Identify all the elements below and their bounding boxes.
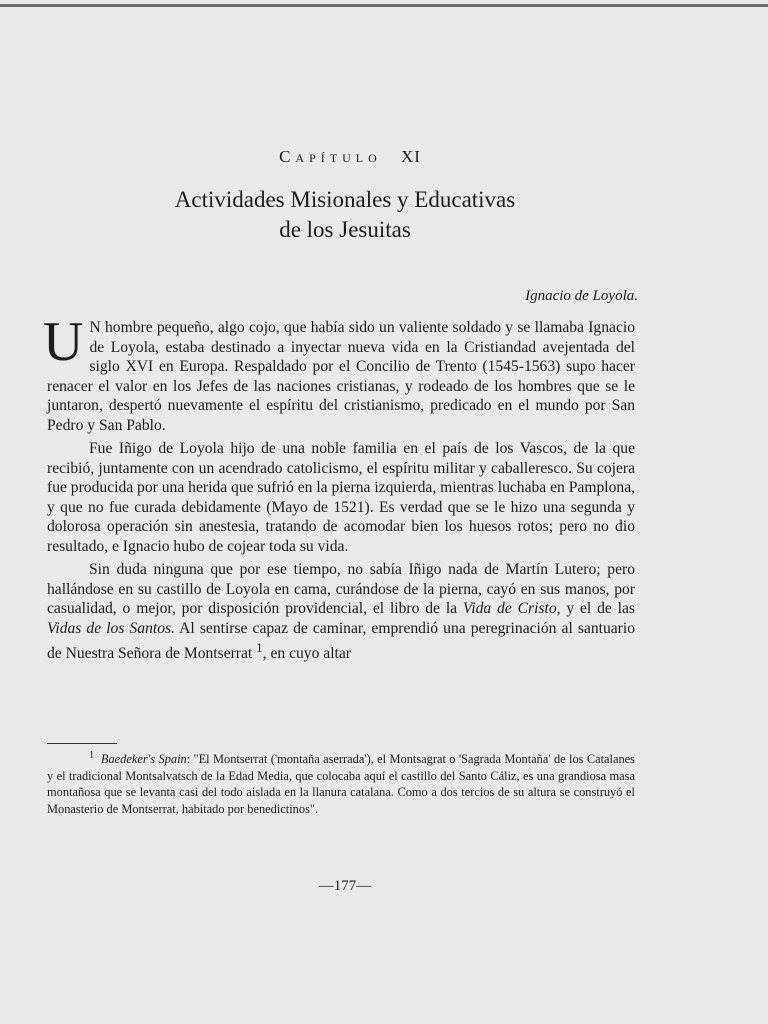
chapter-number: XI	[400, 147, 421, 166]
scan-edge-rule	[0, 4, 768, 7]
drop-cap: U	[43, 311, 84, 373]
paragraph-1	[43, 311, 635, 435]
footnote-reference[interactable]: 1	[256, 640, 263, 655]
footnote-text: : "El Montserrat ('montaña aserrada'), el Montsagrat o 'Sagrada Montaña' de los Catalanes y el tradicional Montsalvatsch de la Edad Media, que colocaba aquí el castillo del Santo Cáliz, es una grandiosa masa montañosa que se levanta casi del todo aislada en la llanura catalana. Como a dos tercios de su altura se construyó el Monasterio de Montserrat, habitado por benedictinos".	[47, 752, 636, 816]
paragraph-3-text-c: Al sentirse capaz de caminar, emprendió una peregrinación al santuario de Nuestra Señora de Montserrat	[47, 619, 636, 663]
book-title-vidas-de-los-santos: Vidas de los Santos.	[47, 619, 175, 637]
chapter-title	[0, 185, 690, 245]
body-text	[43, 311, 636, 668]
chapter-label: Capítulo	[279, 147, 382, 166]
footnote	[47, 748, 635, 818]
book-title-vida-de-cristo: Vida de Cristo,	[462, 600, 561, 617]
page-number: —177—	[318, 878, 372, 894]
paragraph-2: Fue Iñigo de Loyola hijo de una noble familia en el país de los Vascos, de la que recibió, juntamente con un acendrado catolicismo, el espíritu militar y caballeresco. Su cojera fue producida por una herida que sufrió en la pierna izquierda, mientras luchaba en Pamplona, y que no fue curada debidamente (Mayo de 1521). Es verdad que se le hizo una segunda y dolorosa operación sin anestesia, tratando de acomodar bien los huesos rotos; pero no dio resultado, e Ignacio hubo de cojear toda su vida.	[47, 440, 636, 555]
paragraph-3	[47, 560, 635, 664]
chapter-heading	[0, 147, 700, 167]
footnote-source: Baedeker's Spain	[100, 752, 187, 767]
paragraph-3-text-d: , en cuyo altar	[262, 645, 351, 663]
paragraph-3-text-b: y el de las	[560, 600, 635, 617]
chapter-title-line-1: Actividades Misionales y Educativas	[174, 187, 516, 212]
footnote-marker: 1	[89, 750, 95, 761]
paragraph-1-text: N hombre pequeño, algo cojo, que había sido un valiente soldado y se llamaba Ignacio de Loyola, estaba destinado a inyectar nueva vida en la Cristiandad avejentada del siglo XVI en Europa. Respaldado por el Concilio de Trento (1545-1563) supo hacer renacer el valor en los Jefes de las naciones cristianas, y rodeado de los hombres que se le juntaron, despertó nuevamente el espíritu del cristianismo, predicado en el mundo por San Pedro y San Pablo.	[47, 319, 635, 434]
paragraph-3-text-a: Sin duda ninguna que por ese tiempo, no sabía Iñigo nada de Martín Lutero; pero hallándose en su castillo de Loyola en cama, curándose de la pierna, cayó en sus manos, por casualidad, o mejor, por disposición providencial, el libro de la	[47, 561, 635, 617]
footnote-divider	[47, 743, 117, 744]
chapter-title-line-2: de los Jesuitas	[279, 217, 411, 242]
epigraph: Ignacio de Loyola.	[525, 288, 638, 304]
